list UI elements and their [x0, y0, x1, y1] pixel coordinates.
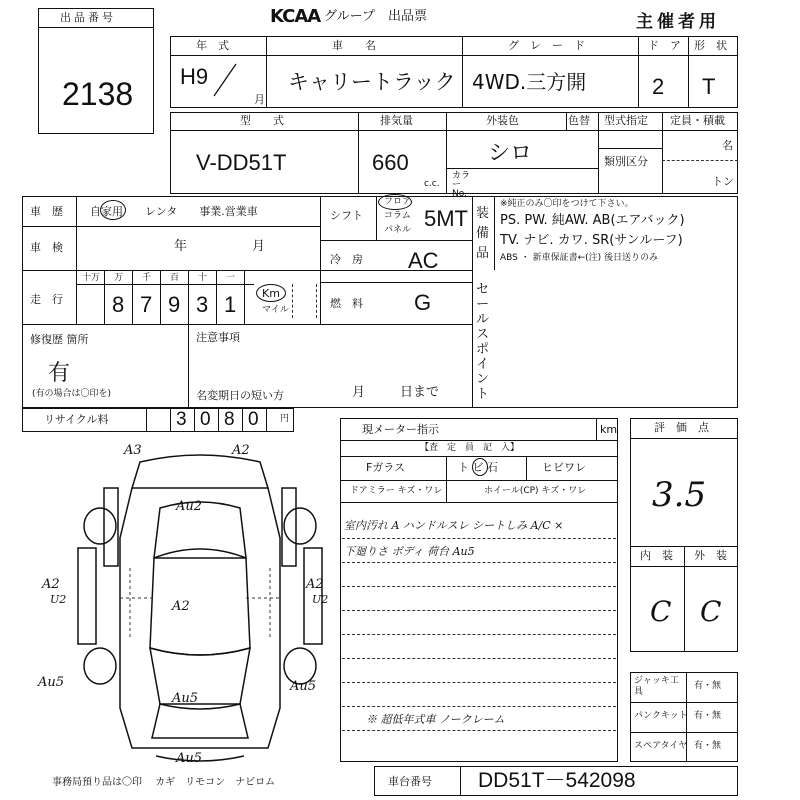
jack-label: ジャッキ工具: [634, 676, 679, 697]
mileage-digit: 8: [112, 292, 125, 317]
lot-label: 出品番号: [60, 11, 116, 24]
recycle-digit: 0: [248, 409, 259, 430]
history-options: 自家用 レンタ 事業.営業車: [90, 205, 258, 218]
jack-yes-no: 有・無: [694, 681, 722, 691]
spare-label: スペアタイヤ: [634, 741, 688, 751]
spare-yes-no: 有・無: [694, 741, 722, 751]
mirror-label: ドアミラー キズ・ワレ: [350, 486, 443, 496]
disp-label: 排気量: [380, 114, 413, 127]
month-unit: 月: [254, 93, 265, 106]
puncture-label: パンクキット: [634, 711, 688, 721]
crack-label: ヒビワレ: [542, 461, 586, 474]
mark-u2-right: U2: [312, 593, 329, 606]
mark-au5-rear: Au5: [176, 751, 203, 766]
recycle-digit: 0: [200, 409, 211, 430]
meter-label: 現メーター指示: [362, 423, 439, 436]
mark-au5-right: Au5: [290, 679, 317, 694]
name-label: 車 名: [332, 39, 376, 52]
chassis-value: DD51T－542098: [478, 769, 636, 792]
change-month: 月: [352, 385, 366, 400]
repair-value: 有: [48, 360, 71, 385]
mile-label: マイル: [262, 305, 289, 315]
repair-note: (有の場合は〇印を): [32, 389, 112, 399]
interior-label: 内 装: [640, 549, 673, 562]
glass-opts: ト ビ 石: [458, 461, 498, 474]
mark-u2-left: U2: [50, 593, 67, 606]
ton-unit: トン: [712, 175, 734, 188]
year-label: 年 式: [196, 39, 229, 52]
change-day: 日まで: [400, 385, 440, 400]
doors-value: 2: [652, 74, 665, 99]
stone-chip-circle: [472, 458, 488, 476]
exterior-value: C: [700, 595, 722, 628]
grade-value: 4WD.三方開: [472, 70, 587, 94]
year-value: H9: [180, 64, 209, 89]
puncture-yes-no: 有・無: [694, 711, 722, 721]
notes-label: 注意事項: [196, 331, 240, 344]
brand-logo: KCAA: [270, 6, 321, 27]
meter-km: km: [600, 423, 618, 436]
digit-head: 十万: [82, 273, 101, 283]
shape-label: 形 状: [694, 39, 727, 52]
recycle-digit: 8: [224, 409, 235, 430]
note-line1: 室内汚れ A ハンドルスレ シートしみ A/C ×: [344, 519, 564, 532]
digit-head: 万: [114, 273, 124, 283]
digit-head: 十: [198, 273, 208, 283]
model-value: V-DD51T: [196, 150, 287, 175]
doors-label: ド ア: [648, 39, 681, 52]
disp-value: 660: [372, 150, 409, 175]
shift-value: 5MT: [424, 206, 468, 231]
equip-note: ※純正のみ〇印をつけて下さい。: [500, 199, 634, 209]
interior-value: C: [650, 595, 672, 628]
score-label: 評 価 点: [654, 421, 709, 434]
lot-number: 2138: [62, 76, 134, 112]
model-label: 型 式: [240, 114, 284, 127]
recycle-label: リサイクル料: [44, 413, 109, 426]
capacity-label: 定員・積載: [670, 114, 725, 127]
floor-circle: [378, 194, 412, 210]
sales-point-label: セールスポイント: [476, 282, 490, 402]
history-label: 車 歴: [30, 205, 63, 218]
km-circle: [256, 284, 286, 302]
digit-head: 千: [142, 273, 152, 283]
fuel-value: G: [414, 290, 432, 315]
sheet-title: グループ 出品票: [324, 9, 427, 24]
note-line2: 下廻りさ ボディ 荷台 Au5: [344, 545, 475, 558]
mileage-digit: 3: [196, 292, 209, 317]
color-value: シロ: [488, 140, 533, 165]
glass-label: Fガラス: [366, 461, 405, 474]
car-diagram: [60, 448, 340, 768]
mileage-digit: 1: [224, 292, 237, 317]
recycle-digit: 3: [176, 409, 187, 430]
inspector-label: 【査 定 員 記 入】: [420, 443, 520, 453]
persons-unit: 名: [722, 139, 733, 152]
km-label: Km: [262, 287, 280, 300]
color-no-label: カラー No.: [452, 171, 471, 199]
name-value: キャリートラック: [288, 70, 456, 94]
digit-head: 百: [170, 273, 180, 283]
change-label: 名変期日の短い方: [196, 389, 284, 402]
aircon-label: 冷 房: [330, 253, 363, 266]
shift-floor: フロア: [384, 197, 412, 207]
score-value: 3.5: [652, 475, 707, 515]
mark-au5-left: Au5: [38, 675, 65, 690]
shift-column: コラム: [384, 211, 411, 221]
deposit-note: 事務局預り品は〇印 カギ リモコン ナビロム: [52, 777, 276, 788]
designation-label: 型式指定: [604, 114, 648, 127]
shift-panel: パネル: [384, 225, 412, 235]
equip-line3: ABS ・ 新車保証書←(注) 後日送りのみ: [500, 253, 659, 263]
chassis-label: 車台番号: [388, 775, 432, 788]
mileage-label: 走 行: [30, 293, 63, 306]
inspection-label: 車 検: [30, 241, 63, 254]
shift-label: シフト: [330, 209, 363, 222]
mileage-digit: 9: [168, 292, 181, 317]
grade-label: グ レ ー ド: [508, 39, 585, 52]
equip-line2: TV. ナビ. カワ. SR(サンルーフ): [500, 233, 683, 248]
owner-label: 主催者用: [636, 12, 720, 32]
inspection-year: 年: [174, 239, 188, 254]
mark-au5-bottom: Au5: [172, 691, 199, 706]
mark-a2-center: A2: [172, 599, 190, 614]
digit-head: 一: [226, 273, 236, 283]
repair-label: 修復歴 箇所: [30, 333, 89, 346]
recycle-unit: 円: [280, 414, 290, 424]
shape-value: T: [702, 74, 716, 99]
note-line3: ※ 超低年式車 ノークレーム: [366, 713, 505, 726]
inspection-month: 月: [252, 239, 266, 254]
wheel-label: ホイール(CP) キズ・ワレ: [484, 486, 587, 496]
color-label: 外装色: [486, 114, 519, 127]
equip-line1: PS. PW. 純AW. AB(エアバック): [500, 213, 685, 228]
year-slash: [210, 60, 240, 100]
fuel-label: 燃 料: [330, 297, 363, 310]
exterior-label: 外 装: [694, 549, 727, 562]
equip-label: 装備品: [476, 206, 490, 261]
mark-a2-top: A2: [232, 443, 250, 458]
cc-unit: c.c.: [424, 179, 440, 189]
color-chk-label: 色替: [568, 114, 590, 127]
mark-a2-left: A2: [42, 577, 60, 592]
private-use-circle: [100, 200, 126, 220]
mileage-digit: 7: [140, 292, 153, 317]
mark-a2-right: A2: [306, 577, 324, 592]
mark-a3: A3: [124, 443, 142, 458]
class-label: 類別区分: [604, 155, 648, 168]
aircon-value: AC: [408, 248, 439, 273]
mark-au2-top: Au2: [176, 499, 203, 514]
